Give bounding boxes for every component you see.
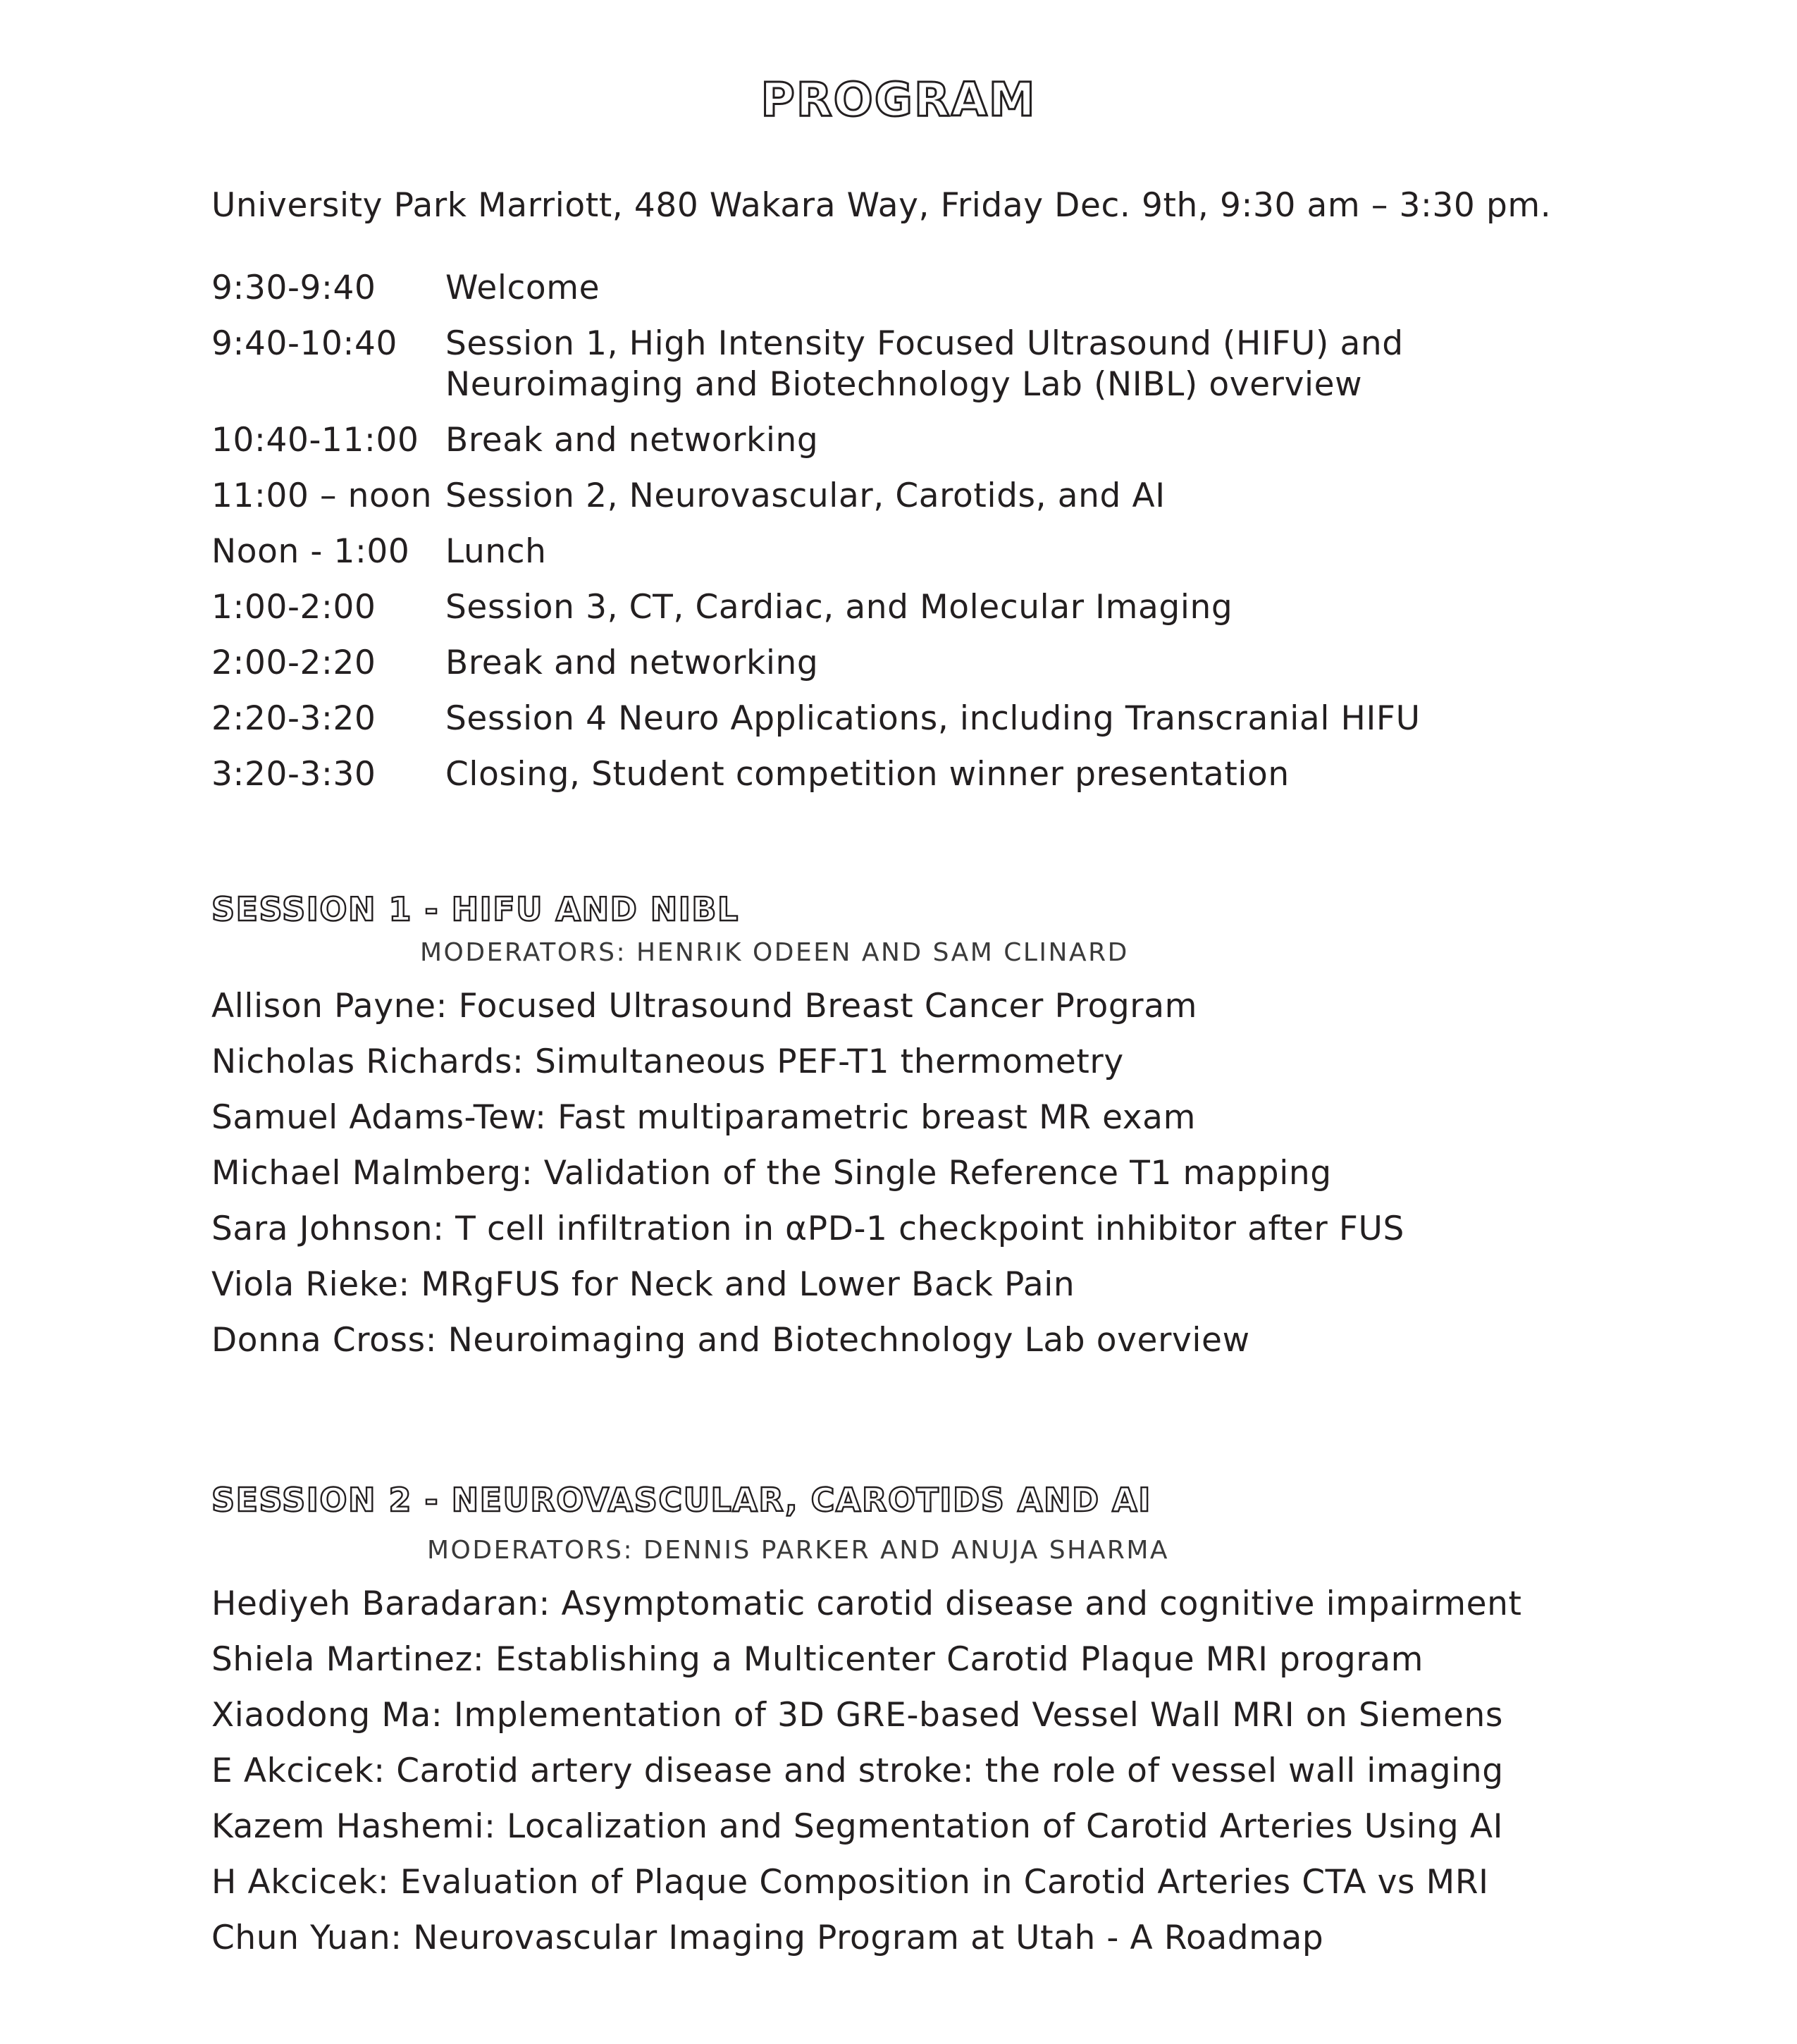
session-1-title: SESSION 1 - HIFU AND NIBL [211, 890, 739, 928]
schedule-event: Session 4 Neuro Applications, including Transcranial HIFU [445, 699, 1421, 738]
schedule-time: 11:00 – noon [211, 476, 433, 515]
schedule-event: Lunch [445, 532, 547, 571]
schedule-list [211, 268, 1621, 810]
session-1-moderators: MODERATORS: HENRIK ODEEN AND SAM CLINARD [420, 938, 1129, 967]
schedule-time: 9:40-10:40 [211, 324, 397, 363]
schedule-event: Closing, Student competition winner presentation [445, 755, 1290, 794]
schedule-row [211, 643, 1621, 684]
talk-item: Viola Rieke: MRgFUS for Neck and Lower Back Pain [211, 1265, 1075, 1304]
schedule-event: Session 1, High Intensity Focused Ultrasound (HIFU) and Neuroimaging and Biotechnology Lab (NIBL) overview [445, 324, 1404, 404]
talk-item: E Akcicek: Carotid artery disease and stroke: the role of vessel wall imaging [211, 1751, 1504, 1790]
session-2-title: SESSION 2 - NEUROVASCULAR, CAROTIDS AND AI [211, 1481, 1151, 1519]
page-title: PROGRAM [760, 73, 1037, 127]
schedule-time: Noon - 1:00 [211, 532, 410, 571]
schedule-row [211, 698, 1621, 739]
schedule-row [211, 268, 1621, 309]
schedule-event: Break and networking [445, 644, 819, 682]
schedule-event: Break and networking [445, 421, 819, 460]
session-2-talk-list [211, 1583, 1691, 1973]
schedule-row [211, 587, 1621, 628]
schedule-row [211, 754, 1621, 795]
talk-item: Michael Malmberg: Validation of the Single Reference T1 mapping [211, 1154, 1332, 1193]
talk-item: Hediyeh Baradaran: Asymptomatic carotid disease and cognitive impairment [211, 1584, 1522, 1623]
venue-details: University Park Marriott, 480 Wakara Way, Friday Dec. 9th, 9:30 am – 3:30 pm. [211, 186, 1552, 225]
schedule-row [211, 531, 1621, 572]
schedule-row [211, 476, 1621, 517]
talk-item: Chun Yuan: Neurovascular Imaging Program at Utah - A Roadmap [211, 1919, 1324, 1957]
talk-item: Kazem Hashemi: Localization and Segmentation of Carotid Arteries Using AI [211, 1807, 1504, 1846]
talk-item: Nicholas Richards: Simultaneous PEF-T1 thermometry [211, 1042, 1124, 1081]
schedule-event: Session 3, CT, Cardiac, and Molecular Imaging [445, 588, 1233, 627]
session-1-talk-list [211, 985, 1691, 1375]
schedule-time: 2:20-3:20 [211, 699, 376, 738]
talk-item: Samuel Adams-Tew: Fast multiparametric breast MR exam [211, 1098, 1196, 1137]
schedule-time: 10:40-11:00 [211, 421, 419, 460]
schedule-time: 2:00-2:20 [211, 644, 376, 682]
talk-item: Allison Payne: Focused Ultrasound Breast Cancer Program [211, 987, 1197, 1026]
talk-item: Donna Cross: Neuroimaging and Biotechnology Lab overview [211, 1321, 1250, 1360]
schedule-row [211, 324, 1621, 405]
talk-item: Shiela Martinez: Establishing a Multicenter Carotid Plaque MRI program [211, 1640, 1424, 1679]
talk-item: Xiaodong Ma: Implementation of 3D GRE-based Vessel Wall MRI on Siemens [211, 1696, 1503, 1735]
talk-item: Sara Johnson: T cell infiltration in αPD-1 checkpoint inhibitor after FUS [211, 1209, 1404, 1248]
session-2-moderators: MODERATORS: DENNIS PARKER AND ANUJA SHARMA [427, 1536, 1170, 1565]
schedule-time: 9:30-9:40 [211, 269, 376, 307]
talk-item: H Akcicek: Evaluation of Plaque Composition in Carotid Arteries CTA vs MRI [211, 1863, 1489, 1902]
schedule-time: 3:20-3:30 [211, 755, 376, 794]
schedule-event: Session 2, Neurovascular, Carotids, and AI [445, 476, 1166, 515]
schedule-row [211, 420, 1621, 461]
schedule-event: Welcome [445, 269, 600, 307]
schedule-time: 1:00-2:00 [211, 588, 376, 627]
